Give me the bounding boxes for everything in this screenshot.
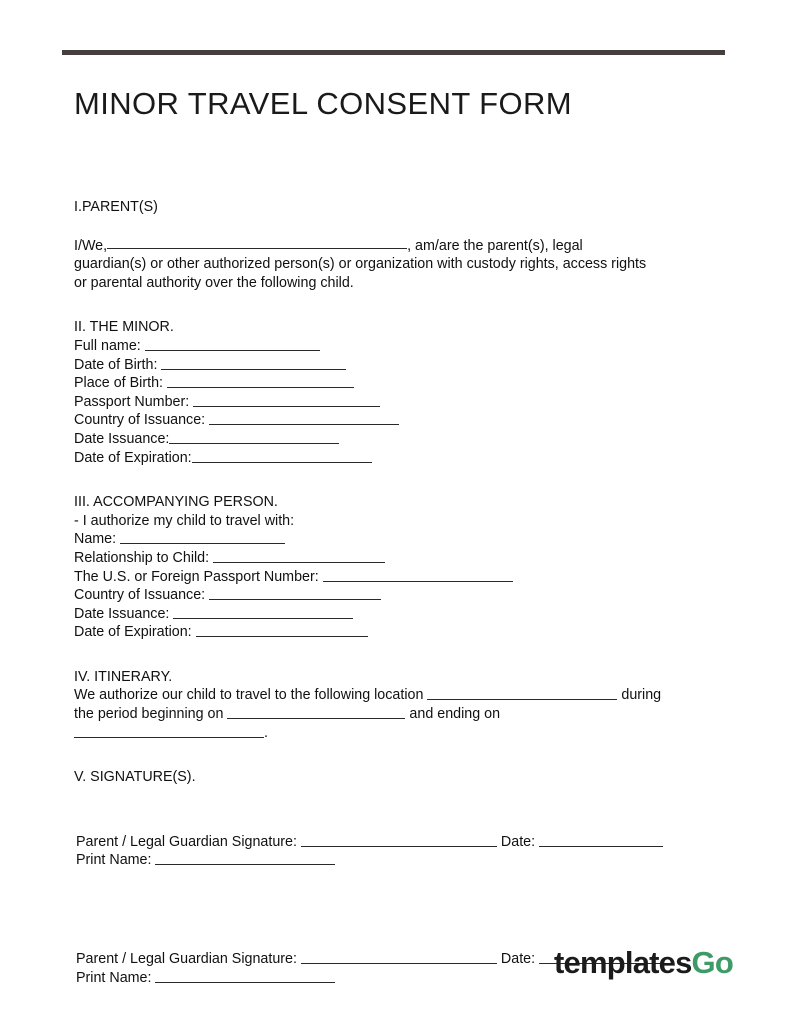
- accompanying-name-blank[interactable]: [120, 530, 285, 544]
- date-label: Date:: [500, 951, 536, 968]
- minor-field-label: Passport Number:: [74, 393, 190, 410]
- itinerary-line1-suffix: during: [621, 687, 662, 704]
- section-heading-minor: II. THE MINOR.: [74, 319, 174, 336]
- minor-field-label: Date of Birth:: [74, 356, 158, 373]
- parent-statement-line2: guardian(s) or other authorized person(s) or organization with custody rights, access rights: [74, 256, 647, 273]
- minor-field-full-name: [74, 337, 719, 356]
- accompanying-field-label: Date of Expiration:: [74, 624, 192, 641]
- logo-text-primary: templates: [554, 945, 692, 980]
- print-name-blank[interactable]: [155, 969, 335, 983]
- signature-label: Parent / Legal Guardian Signature:: [76, 833, 297, 850]
- signature-label: Parent / Legal Guardian Signature:: [76, 951, 297, 968]
- minor-field-country-of-issuance: [74, 411, 719, 430]
- date-label: Date:: [500, 833, 536, 850]
- minor-passport-number-blank[interactable]: [193, 393, 380, 407]
- accompanying-field-passport-number: [74, 568, 719, 587]
- templatesgo-logo: [554, 947, 733, 978]
- accompanying-country-of-issuance-blank[interactable]: [209, 586, 381, 600]
- itinerary-line3-suffix: .: [264, 724, 268, 741]
- minor-field-label: Country of Issuance:: [74, 412, 206, 429]
- logo-text-accent: Go: [691, 945, 733, 980]
- signature-blank[interactable]: [301, 950, 497, 964]
- itinerary-line2-prefix: the period beginning on: [74, 706, 224, 723]
- minor-place-of-birth-blank[interactable]: [167, 374, 354, 388]
- page-title: MINOR TRAVEL CONSENT FORM: [74, 86, 573, 121]
- signature-block-1-signature-row: [74, 833, 719, 852]
- section-heading-accompanying: III. ACCOMPANYING PERSON.: [74, 494, 278, 511]
- minor-date-issuance-blank[interactable]: [169, 430, 339, 444]
- accompanying-field-relationship: [74, 549, 719, 568]
- itinerary-statement: [74, 686, 719, 742]
- accompanying-field-date-issuance: [74, 605, 719, 624]
- accompanying-field-date-of-expiration: [74, 623, 719, 642]
- itinerary-location-blank[interactable]: [427, 686, 617, 700]
- section-heading-signatures: V. SIGNATURE(S).: [74, 769, 196, 786]
- form-body: [74, 198, 719, 987]
- itinerary-end-date-blank[interactable]: [74, 724, 264, 738]
- accompanying-field-label: Relationship to Child:: [74, 549, 210, 566]
- parent-statement: [74, 236, 719, 293]
- accompanying-field-label: The U.S. or Foreign Passport Number:: [74, 568, 319, 585]
- minor-field-label: Date Issuance:: [74, 430, 170, 447]
- minor-field-passport-number: [74, 393, 719, 412]
- parent-statement-prefix: I/We,: [74, 237, 108, 254]
- print-name-blank[interactable]: [155, 851, 335, 865]
- accompanying-field-label: Name:: [74, 531, 117, 548]
- minor-field-label: Place of Birth:: [74, 375, 163, 392]
- itinerary-line1-prefix: We authorize our child to travel to the following location: [74, 687, 424, 704]
- accompanying-field-label: Country of Issuance:: [74, 587, 206, 604]
- parent-statement-line3: or parental authority over the following child.: [74, 274, 354, 291]
- signature-block-1-print-name-row: [74, 851, 719, 870]
- minor-field-date-of-birth: [74, 356, 719, 375]
- minor-field-label: Full name:: [74, 337, 141, 354]
- accompanying-field-label: Date Issuance:: [74, 605, 170, 622]
- minor-date-of-expiration-blank[interactable]: [192, 449, 372, 463]
- header-rule: [62, 50, 725, 55]
- print-name-label: Print Name:: [76, 852, 152, 869]
- minor-country-of-issuance-blank[interactable]: [209, 411, 399, 425]
- minor-field-place-of-birth: [74, 374, 719, 393]
- accompanying-intro: - I authorize my child to travel with:: [74, 512, 295, 529]
- minor-field-label: Date of Expiration:: [74, 449, 192, 466]
- signature-blank[interactable]: [301, 833, 497, 847]
- parent-names-blank[interactable]: [107, 236, 407, 249]
- accompanying-field-name: [74, 530, 719, 549]
- itinerary-line2-suffix: and ending on: [409, 706, 501, 723]
- accompanying-passport-number-blank[interactable]: [323, 568, 513, 582]
- print-name-label: Print Name:: [76, 969, 152, 986]
- minor-date-of-birth-blank[interactable]: [161, 356, 346, 370]
- parent-statement-middle: , am/are the parent(s), legal: [407, 237, 583, 254]
- minor-field-date-issuance: [74, 430, 719, 449]
- date-blank[interactable]: [539, 833, 663, 847]
- minor-field-date-of-expiration: [74, 449, 719, 468]
- minor-full-name-blank[interactable]: [145, 337, 320, 351]
- accompanying-date-of-expiration-blank[interactable]: [196, 623, 368, 637]
- accompanying-field-country-of-issuance: [74, 586, 719, 605]
- section-heading-itinerary: IV. ITINERARY.: [74, 668, 173, 685]
- section-heading-parent: I.PARENT(S): [74, 199, 158, 215]
- itinerary-start-date-blank[interactable]: [227, 705, 405, 719]
- accompanying-relationship-blank[interactable]: [213, 549, 385, 563]
- accompanying-date-issuance-blank[interactable]: [173, 605, 353, 619]
